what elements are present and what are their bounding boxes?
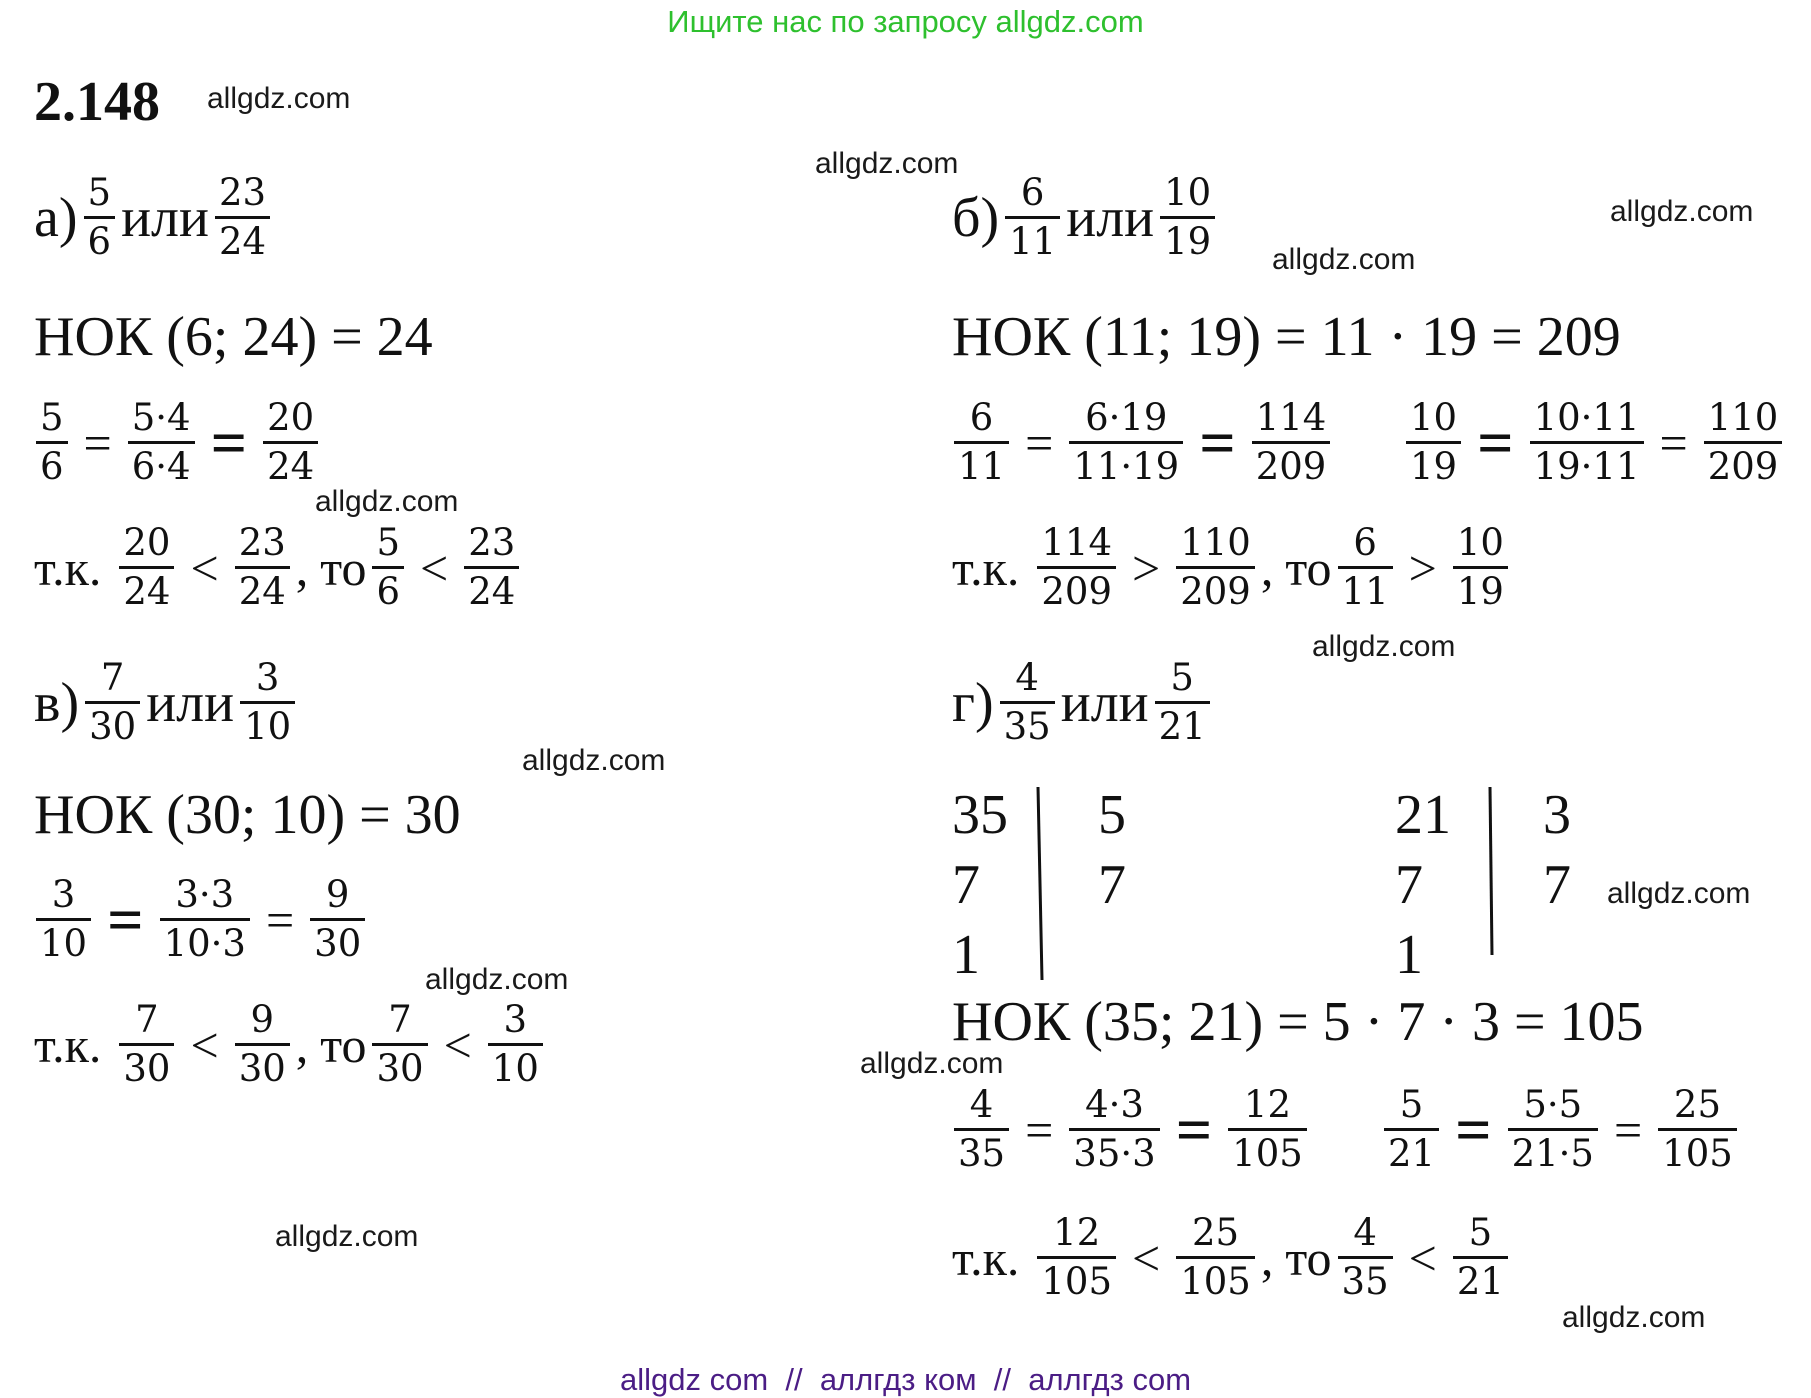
fraction: $\frac{10}{19}$	[1453, 520, 1508, 616]
factor-35-right: 5 7	[1098, 784, 1126, 916]
part-b-label: б)	[952, 186, 1000, 249]
fraction: $\frac{114}{209}$	[1252, 395, 1331, 491]
problem-number: 2.148	[34, 71, 160, 133]
fraction: $\frac{9}{30}$	[310, 872, 365, 968]
equals-sign: =	[107, 883, 144, 955]
part-b-conversion-2	[1400, 395, 1788, 491]
top-banner[interactable]: Ищите нас по запросу allgdz.com	[667, 4, 1144, 39]
word-or: или	[121, 186, 209, 249]
part-a-lcm: НОК (6; 24) = 24	[34, 306, 433, 368]
factor-21-left: 21 7 1	[1395, 784, 1451, 986]
fraction: $\frac{23}{24}$	[215, 170, 270, 266]
part-b-conversion-1	[948, 395, 1336, 491]
word-since: т.к.	[952, 1229, 1020, 1286]
less-than-sign: <	[1408, 1229, 1437, 1286]
fraction: $\frac{25}{105}$	[1176, 1210, 1255, 1306]
less-than-sign: <	[420, 539, 449, 596]
fraction: $\frac{12}{105}$	[1037, 1210, 1116, 1306]
comma: ,	[1260, 539, 1274, 596]
fraction: $\frac{6\cdot 19}{11\cdot 19}$	[1069, 395, 1183, 491]
part-v-comparison	[34, 997, 549, 1093]
part-g-lcm: НОК (35; 21) = 5 · 7 · 3 = 105	[952, 991, 1644, 1053]
equals-sign: =	[1477, 406, 1514, 478]
less-than-sign: <	[1132, 1229, 1161, 1286]
fraction: $\frac{4}{35}$	[1000, 655, 1055, 751]
watermark: allgdz.com	[1312, 630, 1456, 663]
part-b-lcm: НОК (11; 19) = 11 · 19 = 209	[952, 306, 1621, 368]
fraction: $\frac{110}{209}$	[1704, 395, 1783, 491]
fraction: $\frac{7}{30}$	[372, 997, 427, 1093]
word-or: или	[146, 671, 235, 734]
fraction: $\frac{9}{30}$	[235, 997, 290, 1093]
fraction: $\frac{4\cdot 3}{35\cdot 3}$	[1069, 1082, 1159, 1178]
watermark: allgdz.com	[522, 744, 666, 777]
division-line	[1030, 785, 1050, 985]
watermark: allgdz.com	[275, 1220, 419, 1253]
word-then: то	[1285, 539, 1332, 596]
fraction: $\frac{20}{24}$	[119, 520, 174, 616]
comma: ,	[295, 539, 309, 596]
factor-21-right: 3 7	[1543, 784, 1571, 916]
fraction: $\frac{5}{21}$	[1155, 655, 1210, 751]
watermark: allgdz.com	[315, 485, 459, 518]
fraction: $\frac{23}{24}$	[464, 520, 519, 616]
fraction: $\frac{6}{11}$	[1338, 520, 1393, 616]
equals-sign: =	[1199, 406, 1236, 478]
part-v-label: в)	[34, 671, 80, 734]
fraction: $\frac{5\cdot 5}{21\cdot 5}$	[1508, 1082, 1598, 1178]
watermark: allgdz.com	[860, 1047, 1004, 1080]
fraction: $\frac{5}{6}$	[36, 395, 68, 491]
fraction: $\frac{23}{24}$	[235, 520, 290, 616]
fraction: $\frac{3\cdot 3}{10\cdot 3}$	[160, 872, 250, 968]
part-v-heading	[34, 655, 301, 751]
fraction: $\frac{25}{105}$	[1658, 1082, 1737, 1178]
fraction: $\frac{6}{11}$	[1005, 170, 1060, 266]
part-a-comparison	[34, 520, 525, 616]
watermark: allgdz.com	[1562, 1301, 1706, 1334]
part-g-comparison	[952, 1210, 1514, 1306]
equals-sign: =	[210, 406, 248, 478]
word-since: т.к.	[952, 539, 1020, 596]
fraction: $\frac{20}{24}$	[263, 395, 318, 491]
equals-sign: =	[1025, 414, 1054, 471]
fraction: $\frac{7}{30}$	[119, 997, 174, 1093]
fraction: $\frac{10}{19}$	[1160, 170, 1215, 266]
fraction: $\frac{6}{11}$	[954, 395, 1009, 491]
fraction: $\frac{4}{35}$	[954, 1082, 1009, 1178]
part-a-heading	[34, 170, 276, 266]
comma: ,	[295, 1016, 309, 1073]
fraction: $\frac{5}{21}$	[1453, 1210, 1508, 1306]
less-than-sign: <	[190, 1016, 219, 1073]
word-then: то	[320, 539, 367, 596]
word-since: т.к.	[34, 1016, 102, 1073]
watermark: allgdz.com	[815, 147, 959, 180]
equals-sign: =	[83, 414, 112, 471]
factor-35-left: 35 7 1	[952, 784, 1008, 986]
equals-sign: =	[265, 891, 295, 948]
fraction: $\frac{3}{10}$	[488, 997, 543, 1093]
part-v-lcm: НОК (30; 10) = 30	[34, 784, 461, 846]
watermark: allgdz.com	[207, 82, 351, 115]
equals-sign: =	[1025, 1101, 1054, 1158]
division-line	[1480, 785, 1500, 985]
part-g-label: г)	[952, 671, 994, 734]
word-then: то	[1285, 1229, 1332, 1286]
word-then: то	[320, 1016, 367, 1073]
fraction: $\frac{7}{30}$	[85, 655, 140, 751]
fraction: $\frac{10}{19}$	[1406, 395, 1461, 491]
less-than-sign: <	[190, 539, 219, 596]
fraction: $\frac{5\cdot 4}{6\cdot 4}$	[128, 395, 195, 491]
part-a-conversion	[30, 395, 324, 491]
part-b-comparison	[952, 520, 1514, 616]
equals-sign: =	[1613, 1101, 1643, 1158]
footer-links[interactable]: allgdz com // аллгдз ком // аллгдз com	[619, 1362, 1192, 1397]
fraction: $\frac{3}{10}$	[240, 655, 295, 751]
word-or: или	[1066, 186, 1155, 249]
equals-sign: =	[1175, 1093, 1213, 1165]
part-a-label: а)	[34, 186, 78, 249]
fraction: $\frac{4}{35}$	[1338, 1210, 1393, 1306]
fraction: $\frac{114}{209}$	[1037, 520, 1116, 616]
part-g-conversion-1	[948, 1082, 1313, 1178]
watermark: allgdz.com	[1607, 877, 1751, 910]
watermark: allgdz.com	[1272, 243, 1416, 276]
fraction: $\frac{5}{21}$	[1384, 1082, 1439, 1178]
less-than-sign: <	[443, 1016, 472, 1073]
part-g-heading	[952, 655, 1216, 751]
part-v-conversion	[30, 872, 371, 968]
fraction: $\frac{10\cdot 11}{19\cdot 11}$	[1530, 395, 1644, 491]
word-since: т.к.	[34, 539, 102, 596]
fraction: $\frac{5}{6}$	[372, 520, 404, 616]
greater-than-sign: >	[1132, 539, 1161, 596]
watermark: allgdz.com	[1610, 195, 1754, 228]
fraction: $\frac{3}{10}$	[36, 872, 91, 968]
comma: ,	[1260, 1229, 1274, 1286]
part-b-heading	[952, 170, 1221, 266]
part-g-conversion-2	[1378, 1082, 1743, 1178]
word-or: или	[1060, 671, 1149, 734]
watermark: allgdz.com	[425, 963, 569, 996]
fraction: $\frac{12}{105}$	[1228, 1082, 1307, 1178]
equals-sign: =	[1455, 1093, 1492, 1165]
fraction: $\frac{5}{6}$	[84, 170, 116, 266]
greater-than-sign: >	[1408, 539, 1437, 596]
equals-sign: =	[1659, 414, 1688, 471]
fraction: $\frac{110}{209}$	[1176, 520, 1255, 616]
